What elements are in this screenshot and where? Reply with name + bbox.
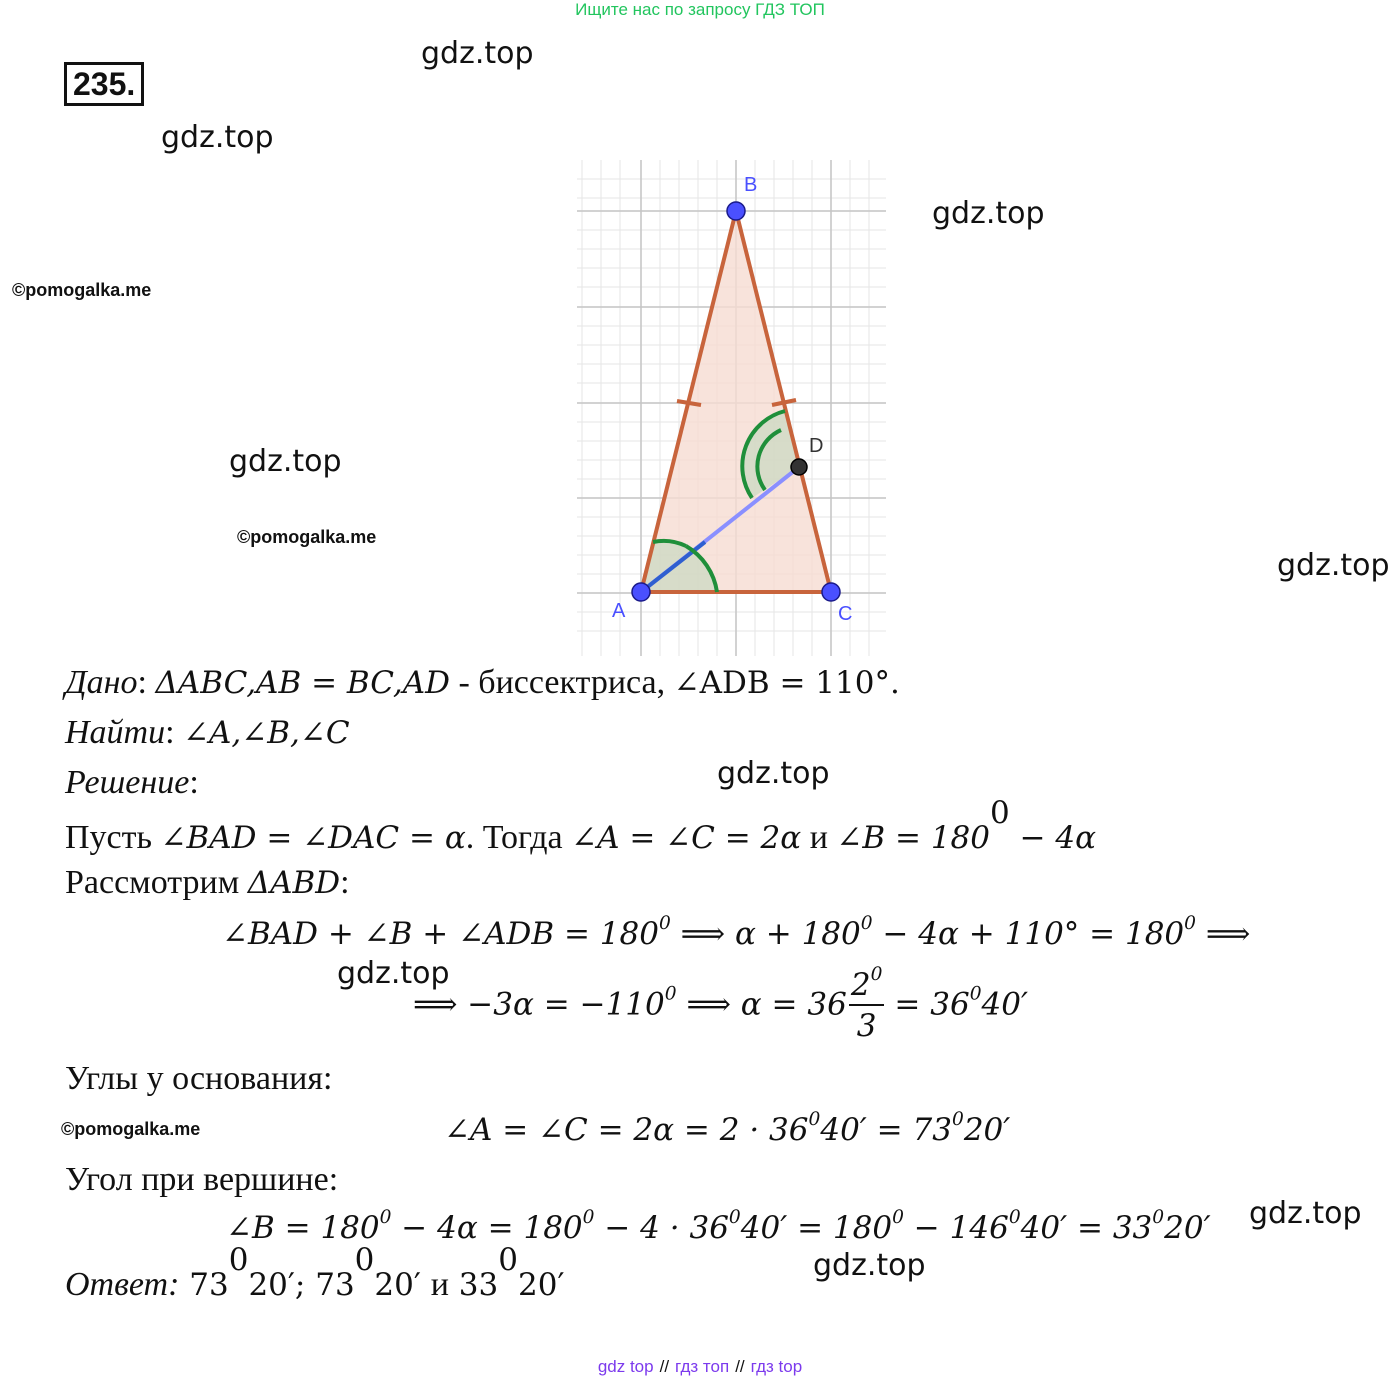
watermark: gdz.top xyxy=(337,956,450,991)
eq-part: ⟹ α + 180 xyxy=(670,916,861,952)
let-math-3: ∠B = 180 xyxy=(836,819,990,856)
let-math-3-tail: − 4α xyxy=(1009,819,1097,856)
label-b: B xyxy=(744,174,758,196)
consider-math: ΔABD xyxy=(247,865,341,901)
watermark: gdz.top xyxy=(1277,548,1390,583)
eq-part: ⟹ α = 36 xyxy=(676,986,847,1023)
answer-word: и xyxy=(430,1265,449,1303)
degree-sup: 0 xyxy=(582,1207,595,1229)
eq-part: = 36 xyxy=(894,986,970,1023)
top-banner[interactable]: Ищите нас по запросу ГДЗ ТОП xyxy=(575,0,825,19)
given-label: Дано xyxy=(65,664,138,701)
equation-sum-of-angles xyxy=(222,913,1251,952)
eq-part: ∠B = 180 xyxy=(226,1210,380,1246)
eq-part: 20′ xyxy=(963,1112,1011,1148)
degree-sup: 0 xyxy=(969,983,982,1005)
eq-part: − 4 · 36 xyxy=(594,1210,729,1246)
footer-link-gdz-top[interactable]: gdz top xyxy=(597,1357,654,1376)
eq-part: − 146 xyxy=(903,1210,1009,1246)
answer-part: 33 xyxy=(448,1266,499,1303)
label-c: C xyxy=(838,603,853,625)
watermark: gdz.top xyxy=(421,36,534,71)
watermark: gdz.top xyxy=(813,1248,926,1283)
degree-sup: 0 xyxy=(870,964,883,986)
base-angles-label: Углы у основания: xyxy=(65,1060,333,1097)
find-math: ∠A,∠B,∠C xyxy=(183,715,350,751)
answer-line xyxy=(65,1242,565,1304)
copyright-mark: ©pomogalka.me xyxy=(61,1119,201,1139)
triangle-figure xyxy=(577,160,889,656)
given-math-2: ∠ADB = 110°. xyxy=(673,665,900,701)
degree-sup: 0 xyxy=(658,913,671,935)
find-label: Найти xyxy=(65,714,166,751)
footer-link-gdz-top-mixed[interactable]: гдз top xyxy=(750,1357,803,1376)
given-text: - биссектриса, xyxy=(449,664,674,701)
degree-sup: 0 xyxy=(1152,1207,1165,1229)
fraction xyxy=(849,966,885,1046)
degree-sup: 0 xyxy=(951,1109,964,1131)
eq-part: ∠BAD + ∠B + ∠ADB = 180 xyxy=(222,916,659,952)
answer-part: 20′ xyxy=(374,1266,431,1303)
footer-link-gdz-top-ru[interactable]: гдз топ xyxy=(675,1357,730,1376)
solution-label: Решение xyxy=(65,764,190,801)
point-a xyxy=(632,583,650,601)
footer-separator: // xyxy=(735,1357,745,1376)
eq-part: ⟹ xyxy=(1195,916,1251,952)
vertex-angle-label: Угол при вершине: xyxy=(65,1161,339,1198)
let-word: Пусть xyxy=(65,818,161,856)
answer-part: 20′; 73 xyxy=(248,1266,355,1303)
consider-word: Рассмотрим xyxy=(65,864,248,901)
degree-sup: 0 xyxy=(379,1207,392,1229)
find-line: Найти: ∠A,∠B,∠C xyxy=(65,714,350,751)
vertex-angle-equation xyxy=(226,1207,1211,1246)
answer-part: 73 xyxy=(179,1266,229,1303)
copyright-mark: ©pomogalka.me xyxy=(12,280,152,300)
problem-number: 235. xyxy=(64,62,144,106)
point-b xyxy=(727,202,745,220)
consider-line xyxy=(65,864,350,902)
given-line: Дано: ΔABC,AB = BC,AD - биссектриса, ∠ADB = 110°. xyxy=(65,664,900,701)
eq-part: ⟹ −3α = −110 xyxy=(413,986,665,1023)
given-math-1: ΔABC,AB = BC,AD xyxy=(155,665,450,701)
degree-sup: 0 xyxy=(808,1109,821,1131)
fraction-numerator: 2 xyxy=(850,967,871,1003)
eq-part: 40′ = 33 xyxy=(1020,1210,1153,1246)
eq-part: − 4α = 180 xyxy=(391,1210,583,1246)
let-math-1: ∠BAD = ∠DAC = α xyxy=(160,819,466,856)
eq-part: − 4α + 110° = 180 xyxy=(872,916,1185,952)
degree-sup: 0 xyxy=(228,1242,249,1278)
consider-colon: : xyxy=(340,864,350,901)
footer-separator: // xyxy=(659,1357,670,1376)
degree-sup: 0 xyxy=(728,1207,741,1229)
let-math-2: ∠A = ∠C = 2α xyxy=(571,819,802,856)
let-word: . Тогда xyxy=(465,818,572,856)
watermark: gdz.top xyxy=(1249,1196,1362,1231)
footer-links xyxy=(0,1357,1400,1377)
watermark: gdz.top xyxy=(161,120,274,155)
eq-part: 40′ = 180 xyxy=(740,1210,893,1246)
degree-sup: 0 xyxy=(860,913,873,935)
eq-part: 40′ xyxy=(981,986,1029,1023)
degree-sup: 0 xyxy=(990,795,1010,831)
eq-part: 20′ xyxy=(1164,1210,1211,1246)
degree-sup: 0 xyxy=(664,983,677,1005)
label-d: D xyxy=(809,435,824,457)
fraction-denominator: 3 xyxy=(856,1008,877,1044)
degree-sup: 0 xyxy=(892,1207,904,1229)
answer-part: 20′ xyxy=(518,1266,565,1303)
degree-sup: 0 xyxy=(1008,1207,1021,1229)
equation-alpha xyxy=(413,966,1028,1046)
eq-part: ∠A = ∠C = 2α = 2 · 36 xyxy=(444,1112,809,1148)
solution-line: Решение: xyxy=(65,764,199,801)
label-a: A xyxy=(612,600,626,622)
let-word: и xyxy=(801,818,837,856)
watermark: gdz.top xyxy=(932,196,1045,231)
point-d xyxy=(791,459,807,475)
watermark: gdz.top xyxy=(229,444,342,479)
base-angles-equation xyxy=(444,1109,1011,1148)
point-c xyxy=(822,583,840,601)
copyright-mark: ©pomogalka.me xyxy=(237,527,377,547)
answer-label: Ответ: xyxy=(65,1265,180,1303)
degree-sup: 0 xyxy=(1184,913,1196,935)
degree-sup: 0 xyxy=(354,1242,375,1278)
eq-part: 40′ = 73 xyxy=(820,1112,952,1148)
let-line xyxy=(65,795,1097,857)
degree-sup: 0 xyxy=(498,1242,518,1278)
watermark: gdz.top xyxy=(717,756,830,791)
